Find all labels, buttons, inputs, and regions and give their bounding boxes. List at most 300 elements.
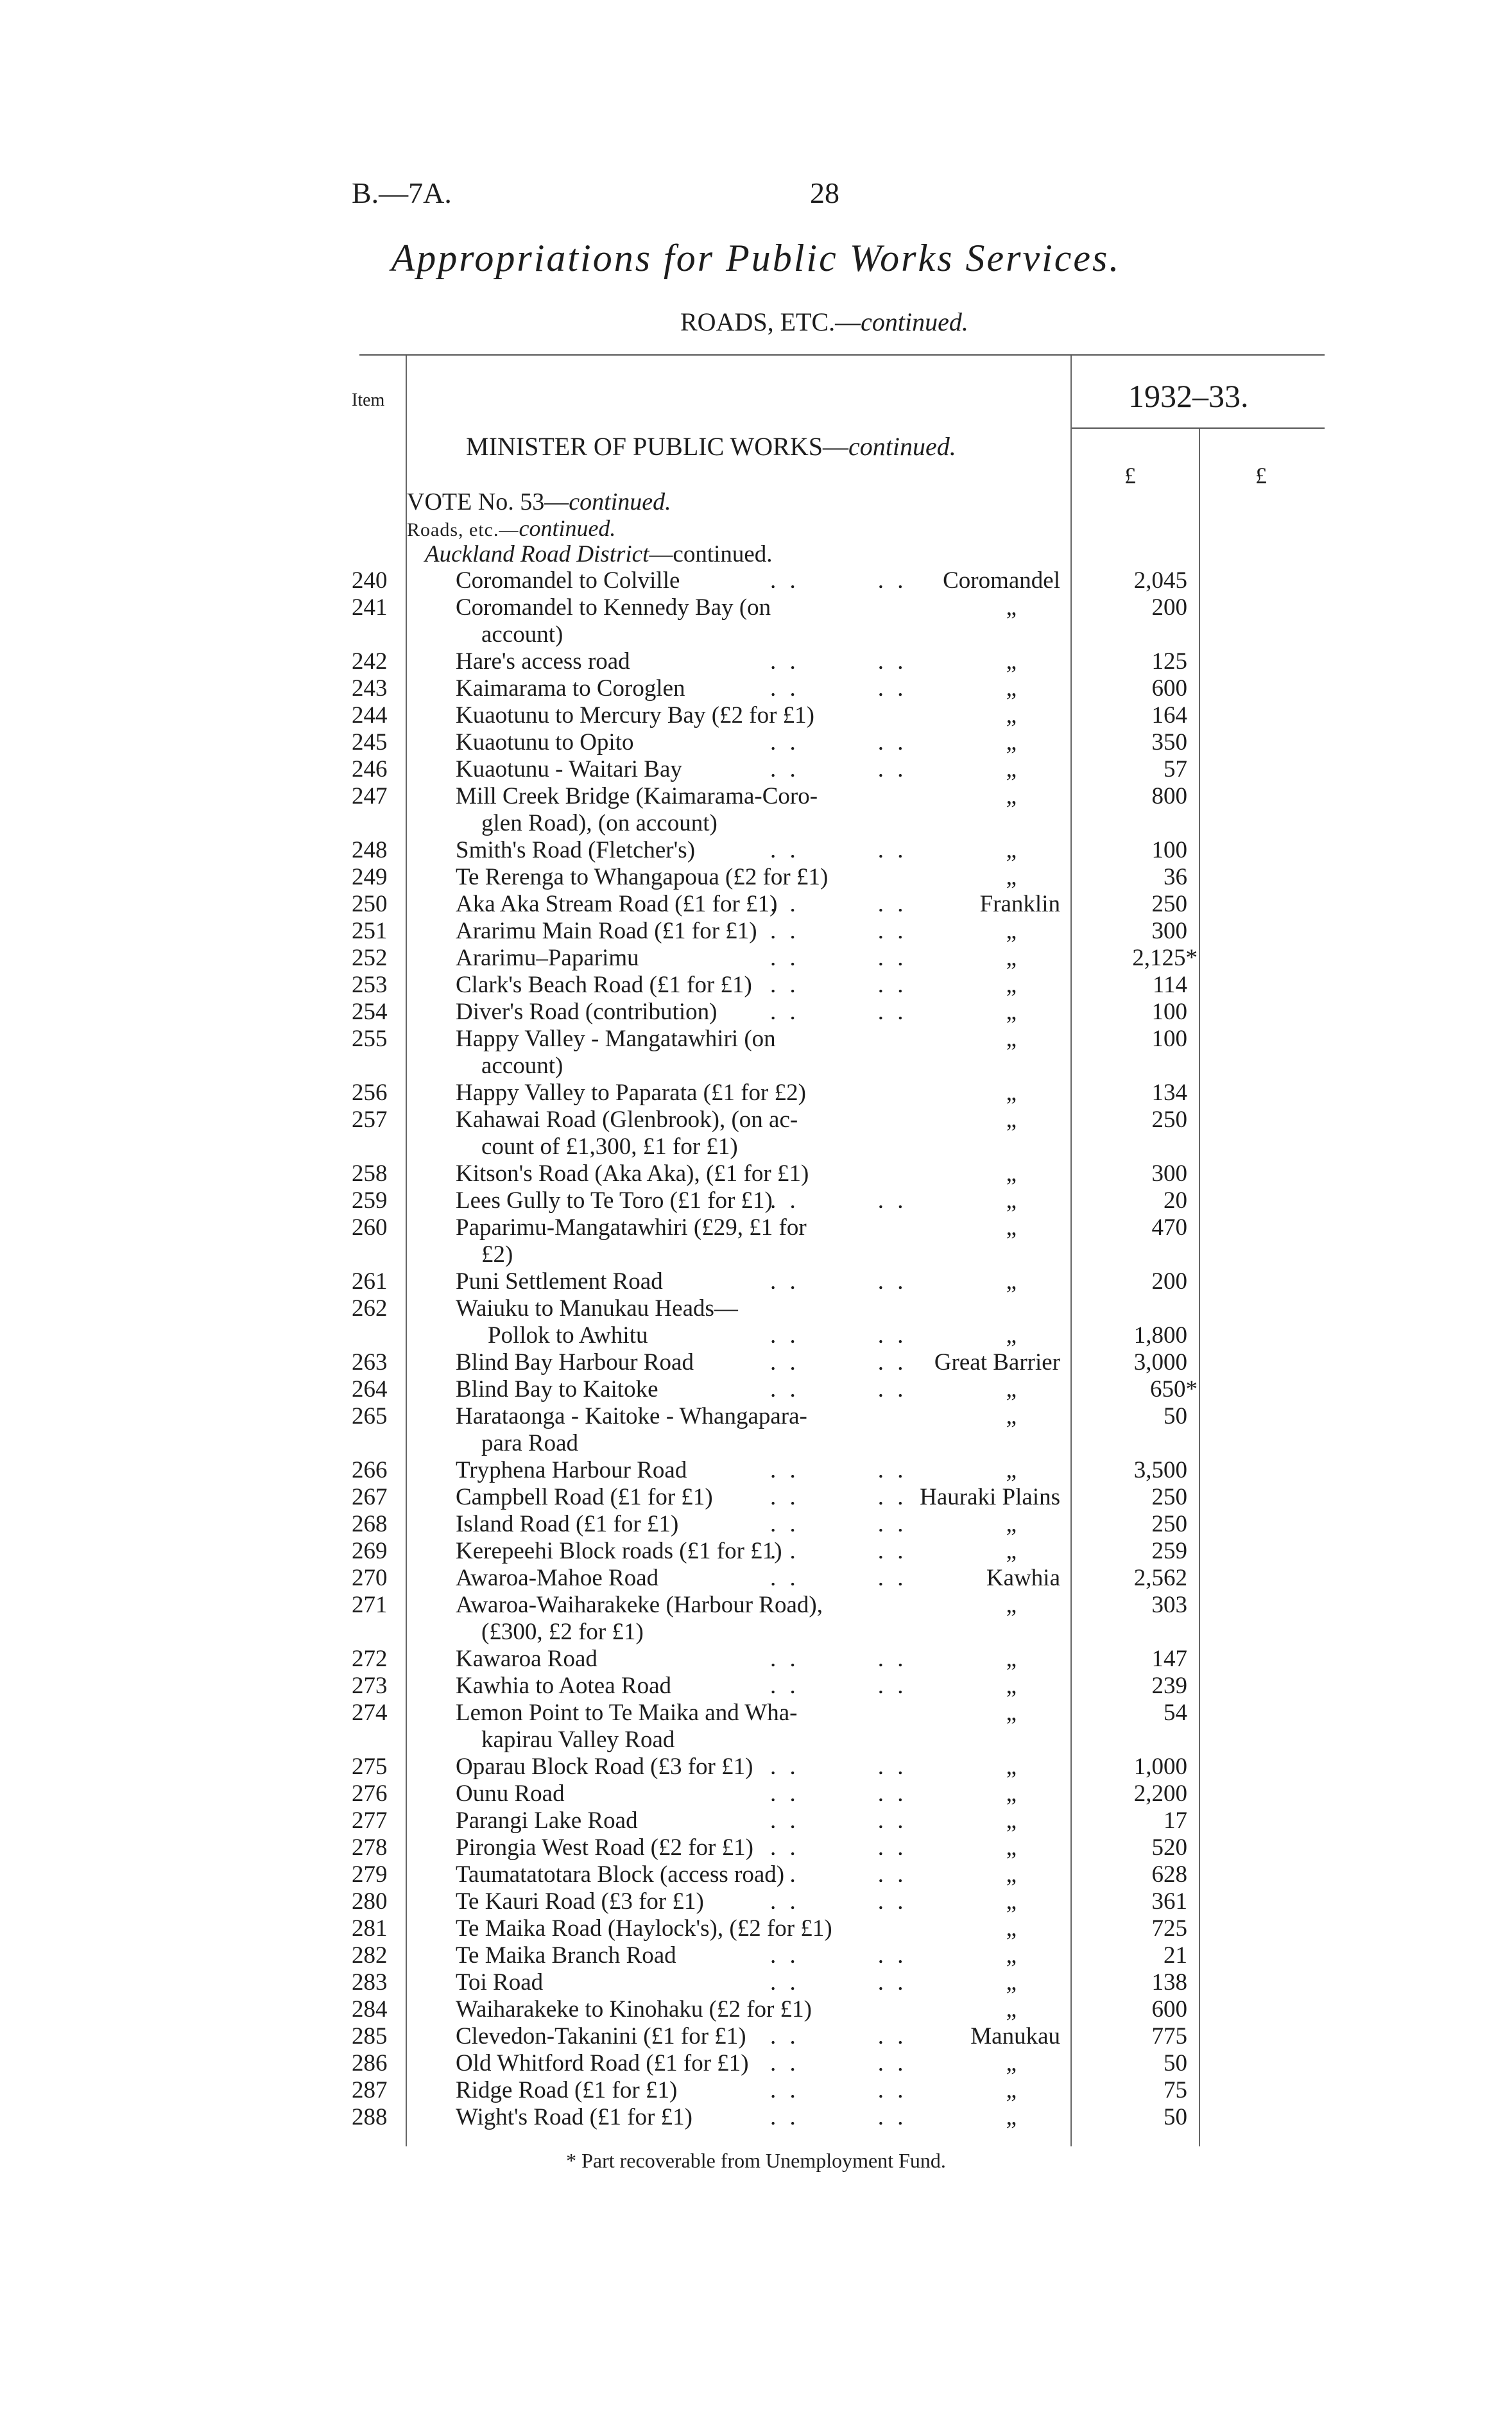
item-description: Te Rerenga to Whangapoua (£2 for £1) xyxy=(456,864,829,890)
county-name: „ xyxy=(1006,1214,1017,1241)
table-row xyxy=(0,567,1512,594)
amount-value: 2,125* xyxy=(1132,945,1198,971)
item-description-continued: £2) xyxy=(481,1241,513,1268)
item-description-continued: account) xyxy=(481,1053,563,1079)
county-name: „ xyxy=(1006,1403,1017,1429)
minister-main: MINISTER OF PUBLIC WORKS— xyxy=(466,432,848,461)
item-description: Diver's Road (contribution) xyxy=(456,999,717,1025)
item-number: 272 xyxy=(352,1646,388,1672)
item-number: 248 xyxy=(352,837,388,863)
county-name: „ xyxy=(1006,1026,1017,1052)
header-rule xyxy=(359,354,1325,356)
table-row xyxy=(0,1268,1512,1295)
amount-value: 134 xyxy=(1151,1080,1187,1106)
item-description: Clark's Beach Road (£1 for £1) xyxy=(456,972,752,998)
table-row xyxy=(0,1592,1512,1646)
item-description: Island Road (£1 for £1) xyxy=(456,1511,679,1537)
amount-value: 250 xyxy=(1151,1107,1187,1133)
item-number: 286 xyxy=(352,2050,388,2076)
item-number: 240 xyxy=(352,567,388,594)
dot-leader: . . . . xyxy=(770,891,907,917)
amount-value: 775 xyxy=(1151,2023,1187,2049)
dot-leader: . . . . xyxy=(770,1754,907,1780)
item-description: Hare's access road xyxy=(456,648,630,675)
table-row xyxy=(0,1484,1512,1511)
item-description: Tryphena Harbour Road xyxy=(456,1457,687,1483)
table-row xyxy=(0,1996,1512,2023)
table-row xyxy=(0,1026,1512,1080)
county-name: Manukau xyxy=(970,2023,1060,2049)
item-description: Te Maika Road (Haylock's), (£2 for £1) xyxy=(456,1915,832,1942)
item-number: 287 xyxy=(352,2077,388,2103)
district-heading xyxy=(425,540,773,568)
vote-heading xyxy=(407,488,671,516)
dot-leader: . . . . xyxy=(770,1187,907,1214)
amount-value: 57 xyxy=(1164,756,1187,782)
amount-value: 125 xyxy=(1151,648,1187,675)
item-number: 252 xyxy=(352,945,388,971)
item-description: Clevedon-Takanini (£1 for £1) xyxy=(456,2023,746,2049)
item-description: Awaroa-Mahoe Road xyxy=(456,1565,659,1591)
item-number: 276 xyxy=(352,1781,388,1807)
table-row xyxy=(0,1700,1512,1754)
dot-leader: . . . . xyxy=(770,918,907,944)
amount-value: 1,000 xyxy=(1133,1754,1187,1780)
item-description: Kitson's Road (Aka Aka), (£1 for £1) xyxy=(456,1160,809,1187)
page-number: 28 xyxy=(810,177,839,209)
item-number: 275 xyxy=(352,1754,388,1780)
amount-value: 520 xyxy=(1151,1834,1187,1861)
roads-italic: continued. xyxy=(519,515,616,541)
county-name: „ xyxy=(1006,1754,1017,1780)
county-name: „ xyxy=(1006,1268,1017,1295)
item-description-continued: account) xyxy=(481,621,563,648)
table-row xyxy=(0,837,1512,864)
item-description: Kawhia to Aotea Road xyxy=(456,1673,671,1699)
dot-leader: . . . . xyxy=(770,1646,907,1672)
county-name: Franklin xyxy=(979,891,1060,917)
dot-leader: . . . . xyxy=(770,2077,907,2103)
item-number: 262 xyxy=(352,1295,388,1322)
dot-leader: . . . . xyxy=(770,567,907,594)
dot-leader: . . . . xyxy=(770,2023,907,2049)
item-number: 250 xyxy=(352,891,388,917)
table-row xyxy=(0,1457,1512,1484)
roads-heading xyxy=(407,515,615,542)
amount-value: 147 xyxy=(1151,1646,1187,1672)
table-row xyxy=(0,1754,1512,1781)
county-name: „ xyxy=(1006,1322,1017,1349)
dot-leader: . . . . xyxy=(770,756,907,782)
table-row xyxy=(0,1942,1512,1969)
item-number: 263 xyxy=(352,1349,388,1376)
item-description-continued: glen Road), (on account) xyxy=(481,810,717,836)
item-number: 253 xyxy=(352,972,388,998)
item-number: 261 xyxy=(352,1268,388,1295)
amount-value: 303 xyxy=(1151,1592,1187,1618)
dot-leader: . . . . xyxy=(770,1322,907,1349)
minister-italic: continued. xyxy=(848,432,956,461)
district-suffix: —continued. xyxy=(649,541,773,567)
table-row xyxy=(0,648,1512,675)
county-name: „ xyxy=(1006,1160,1017,1187)
table-row xyxy=(0,1403,1512,1457)
roads-main: Roads, etc.— xyxy=(407,519,519,540)
dot-leader: . . . . xyxy=(770,1538,907,1564)
county-name: „ xyxy=(1006,918,1017,944)
item-description: Wight's Road (£1 for £1) xyxy=(456,2104,692,2130)
amount-value: 300 xyxy=(1151,918,1187,944)
item-number: 279 xyxy=(352,1861,388,1888)
county-name: „ xyxy=(1006,1646,1017,1672)
item-number: 259 xyxy=(352,1187,388,1214)
item-number: 270 xyxy=(352,1565,388,1591)
county-name: „ xyxy=(1006,675,1017,702)
item-description: Oparau Block Road (£3 for £1) xyxy=(456,1754,753,1780)
county-name: „ xyxy=(1006,594,1017,621)
county-name: „ xyxy=(1006,1807,1017,1834)
table-row xyxy=(0,864,1512,891)
item-description: Lemon Point to Te Maika and Wha- xyxy=(456,1700,798,1726)
item-description: Aka Aka Stream Road (£1 for £1) xyxy=(456,891,778,917)
table-row xyxy=(0,945,1512,972)
dot-leader: . . . . xyxy=(770,2104,907,2130)
amount-value: 50 xyxy=(1164,2050,1187,2076)
table-row xyxy=(0,1807,1512,1834)
amount-value: 628 xyxy=(1151,1861,1187,1888)
amount-value: 36 xyxy=(1164,864,1187,890)
county-name: „ xyxy=(1006,1457,1017,1483)
dot-leader: . . . . xyxy=(770,1861,907,1888)
item-number: 249 xyxy=(352,864,388,890)
amount-value: 250 xyxy=(1151,1484,1187,1510)
item-description: Happy Valley to Paparata (£1 for £2) xyxy=(456,1080,806,1106)
item-number: 256 xyxy=(352,1080,388,1106)
item-description: Pollok to Awhitu xyxy=(488,1322,648,1349)
table-row xyxy=(0,1349,1512,1376)
item-description: Mill Creek Bridge (Kaimarama-Coro- xyxy=(456,783,818,809)
item-description: Old Whitford Road (£1 for £1) xyxy=(456,2050,749,2076)
table-row xyxy=(0,1673,1512,1700)
item-description: Kahawai Road (Glenbrook), (on ac- xyxy=(456,1107,798,1133)
item-description: Ridge Road (£1 for £1) xyxy=(456,2077,678,2103)
item-description: Waiuku to Manukau Heads— xyxy=(456,1295,738,1322)
county-name: „ xyxy=(1006,1996,1017,2022)
item-description: Puni Settlement Road xyxy=(456,1268,663,1295)
dot-leader: . . . . xyxy=(770,1457,907,1483)
district-italic: Auckland Road District xyxy=(425,541,649,567)
county-name: „ xyxy=(1006,756,1017,782)
county-name: Great Barrier xyxy=(934,1349,1060,1376)
amount-value: 650* xyxy=(1150,1376,1198,1402)
amount-value: 75 xyxy=(1164,2077,1187,2103)
item-number: 271 xyxy=(352,1592,388,1618)
item-description: Kaimarama to Coroglen xyxy=(456,675,685,702)
dot-leader: . . . . xyxy=(770,999,907,1025)
county-name: „ xyxy=(1006,1080,1017,1106)
item-number: 267 xyxy=(352,1484,388,1510)
county-name: „ xyxy=(1006,945,1017,971)
page-title: Appropriations for Public Works Services. xyxy=(391,237,1121,279)
dot-leader: . . . . xyxy=(770,945,907,971)
item-description: Ararimu–Paparimu xyxy=(456,945,639,971)
county-name: „ xyxy=(1006,2077,1017,2103)
county-name: „ xyxy=(1006,1834,1017,1861)
amount-value: 3,000 xyxy=(1133,1349,1187,1376)
dot-leader: . . . . xyxy=(770,648,907,675)
year-header: 1932–33. xyxy=(1128,378,1249,414)
county-name: „ xyxy=(1006,1592,1017,1618)
item-number: 260 xyxy=(352,1214,388,1241)
county-name: „ xyxy=(1006,1861,1017,1888)
table-row xyxy=(0,1861,1512,1888)
item-description: Happy Valley - Mangatawhiri (on xyxy=(456,1026,776,1052)
amount-value: 725 xyxy=(1151,1915,1187,1942)
county-name: „ xyxy=(1006,702,1017,729)
table-row xyxy=(0,1376,1512,1403)
amount-value: 361 xyxy=(1151,1888,1187,1915)
item-number: 277 xyxy=(352,1807,388,1834)
county-name: „ xyxy=(1006,1700,1017,1726)
county-name: „ xyxy=(1006,729,1017,755)
item-number: 269 xyxy=(352,1538,388,1564)
table-row xyxy=(0,1107,1512,1160)
dot-leader: . . . . xyxy=(770,1511,907,1537)
dot-leader: . . . . xyxy=(770,2050,907,2076)
county-name: „ xyxy=(1006,1107,1017,1133)
county-name: „ xyxy=(1006,972,1017,998)
table-row xyxy=(0,1646,1512,1673)
county-name: „ xyxy=(1006,999,1017,1025)
item-number: 285 xyxy=(352,2023,388,2049)
item-description: Blind Bay Harbour Road xyxy=(456,1349,694,1376)
item-number: 266 xyxy=(352,1457,388,1483)
table-row xyxy=(0,1080,1512,1107)
dot-leader: . . . . xyxy=(770,1834,907,1861)
amount-value: 17 xyxy=(1164,1807,1187,1834)
item-description: Pirongia West Road (£2 for £1) xyxy=(456,1834,753,1861)
table-row xyxy=(0,1160,1512,1187)
amount-value: 20 xyxy=(1164,1187,1187,1214)
table-row xyxy=(0,1322,1512,1349)
amount-value: 2,200 xyxy=(1133,1781,1187,1807)
table-row xyxy=(0,972,1512,999)
item-number: 288 xyxy=(352,2104,388,2130)
item-number: 265 xyxy=(352,1403,388,1429)
item-description: Campbell Road (£1 for £1) xyxy=(456,1484,713,1510)
amount-value: 800 xyxy=(1151,783,1187,809)
table-row xyxy=(0,1565,1512,1592)
county-name: „ xyxy=(1006,1673,1017,1699)
item-description: Ounu Road xyxy=(456,1781,565,1807)
table-row xyxy=(0,2104,1512,2131)
table-row xyxy=(0,594,1512,648)
subtitle-italic: continued. xyxy=(861,307,968,336)
amount-value: 600 xyxy=(1151,1996,1187,2022)
amount-value: 239 xyxy=(1151,1673,1187,1699)
table-row xyxy=(0,783,1512,837)
county-name: „ xyxy=(1006,2104,1017,2130)
dot-leader: . . . . xyxy=(770,1781,907,1807)
amount-value: 470 xyxy=(1151,1214,1187,1241)
dot-leader: . . . . xyxy=(770,1673,907,1699)
dot-leader: . . . . xyxy=(770,1484,907,1510)
item-description-continued: kapirau Valley Road xyxy=(481,1727,675,1753)
amount-value: 50 xyxy=(1164,1403,1187,1429)
item-description: Te Maika Branch Road xyxy=(456,1942,676,1969)
dot-leader: . . . . xyxy=(770,1888,907,1915)
amount-value: 114 xyxy=(1152,972,1187,998)
amount-value: 200 xyxy=(1151,1268,1187,1295)
minister-heading xyxy=(466,431,956,461)
item-description: Coromandel to Kennedy Bay (on xyxy=(456,594,771,621)
item-number: 251 xyxy=(352,918,388,944)
item-number: 274 xyxy=(352,1700,388,1726)
table-row xyxy=(0,891,1512,918)
county-name: „ xyxy=(1006,1915,1017,1942)
item-number: 283 xyxy=(352,1969,388,1996)
county-name: „ xyxy=(1006,648,1017,675)
county-name: Coromandel xyxy=(943,567,1060,594)
table-row xyxy=(0,1511,1512,1538)
dot-leader: . . . . xyxy=(770,675,907,702)
item-number: 284 xyxy=(352,1996,388,2022)
item-number: 273 xyxy=(352,1673,388,1699)
currency-header-1: £ xyxy=(1124,463,1136,488)
table-row xyxy=(0,2077,1512,2104)
item-number: 246 xyxy=(352,756,388,782)
item-description: Awaroa-Waiharakeke (Harbour Road), xyxy=(456,1592,823,1618)
item-description: Parangi Lake Road xyxy=(456,1807,638,1834)
county-name: „ xyxy=(1006,1187,1017,1214)
item-description-continued: count of £1,300, £1 for £1) xyxy=(481,1134,738,1160)
amount-value: 600 xyxy=(1151,675,1187,702)
amount-value: 3,500 xyxy=(1133,1457,1187,1483)
amount-value: 50 xyxy=(1164,2104,1187,2130)
table-row xyxy=(0,702,1512,729)
item-description: Kerepeehi Block roads (£1 for £1) xyxy=(456,1538,782,1564)
item-description-continued: (£300, £2 for £1) xyxy=(481,1619,644,1645)
amount-value: 2,045 xyxy=(1133,567,1187,594)
amount-value: 250 xyxy=(1151,891,1187,917)
item-number: 278 xyxy=(352,1834,388,1861)
dot-leader: . . . . xyxy=(770,1942,907,1969)
table-row xyxy=(0,1295,1512,1322)
county-name: „ xyxy=(1006,1888,1017,1915)
subtitle-main: ROADS, ETC.— xyxy=(680,307,861,336)
vote-main: VOTE No. 53— xyxy=(407,488,569,515)
county-name: Kawhia xyxy=(986,1565,1060,1591)
item-number: 268 xyxy=(352,1511,388,1537)
amount-value: 138 xyxy=(1151,1969,1187,1996)
amount-value: 54 xyxy=(1164,1700,1187,1726)
county-name: „ xyxy=(1006,1942,1017,1969)
table-row xyxy=(0,1969,1512,1996)
item-number: 264 xyxy=(352,1376,388,1402)
table-row xyxy=(0,675,1512,702)
item-description: Kuaotunu to Opito xyxy=(456,729,634,755)
item-number: 257 xyxy=(352,1107,388,1133)
item-number: 242 xyxy=(352,648,388,675)
table-row xyxy=(0,918,1512,945)
amount-value: 100 xyxy=(1151,999,1187,1025)
county-name: „ xyxy=(1006,837,1017,863)
item-description: Kuaotunu to Mercury Bay (£2 for £1) xyxy=(456,702,814,729)
dot-leader: . . . . xyxy=(770,1969,907,1996)
item-description: Taumatatotara Block (access road) xyxy=(456,1861,785,1888)
county-name: „ xyxy=(1006,1376,1017,1402)
footnote: * Part recoverable from Unemployment Fund. xyxy=(566,2149,946,2172)
item-number: 254 xyxy=(352,999,388,1025)
dot-leader: . . . . xyxy=(770,1565,907,1591)
table-row xyxy=(0,1915,1512,1942)
table-row xyxy=(0,2050,1512,2077)
table-row xyxy=(0,1538,1512,1565)
item-number: 258 xyxy=(352,1160,388,1187)
item-number: 243 xyxy=(352,675,388,702)
item-number: 281 xyxy=(352,1915,388,1942)
item-description: Kuaotunu - Waitari Bay xyxy=(456,756,682,782)
dot-leader: . . . . xyxy=(770,1268,907,1295)
amount-value: 100 xyxy=(1151,837,1187,863)
amount-value: 1,800 xyxy=(1133,1322,1187,1349)
county-name: „ xyxy=(1006,1538,1017,1564)
dot-leader: . . . . xyxy=(770,1376,907,1402)
item-description: Harataonga - Kaitoke - Whangapara- xyxy=(456,1403,807,1429)
item-number: 244 xyxy=(352,702,388,729)
county-name: „ xyxy=(1006,1781,1017,1807)
item-description: Toi Road xyxy=(456,1969,544,1996)
county-name: „ xyxy=(1006,783,1017,809)
table-row xyxy=(0,1187,1512,1214)
item-description: Te Kauri Road (£3 for £1) xyxy=(456,1888,704,1915)
amount-value: 100 xyxy=(1151,1026,1187,1052)
item-description: Ararimu Main Road (£1 for £1) xyxy=(456,918,757,944)
item-number: 255 xyxy=(352,1026,388,1052)
dot-leader: . . . . xyxy=(770,837,907,863)
dot-leader: . . . . xyxy=(770,1807,907,1834)
item-description: Smith's Road (Fletcher's) xyxy=(456,837,696,863)
amount-value: 250 xyxy=(1151,1511,1187,1537)
item-number: 245 xyxy=(352,729,388,755)
vote-italic: continued. xyxy=(569,488,671,515)
amount-value: 200 xyxy=(1151,594,1187,621)
item-description: Coromandel to Colville xyxy=(456,567,680,594)
dot-leader: . . . . xyxy=(770,729,907,755)
table-row xyxy=(0,729,1512,756)
item-description-continued: para Road xyxy=(481,1430,579,1456)
amount-value: 259 xyxy=(1151,1538,1187,1564)
table-row xyxy=(0,1781,1512,1807)
item-description: Blind Bay to Kaitoke xyxy=(456,1376,658,1402)
county-name: „ xyxy=(1006,2050,1017,2076)
section-subtitle xyxy=(680,307,968,337)
amount-value: 2,562 xyxy=(1133,1565,1187,1591)
document-reference: B.—7A. xyxy=(352,177,452,209)
dot-leader: . . . . xyxy=(770,972,907,998)
year-rule xyxy=(1070,427,1325,429)
item-number: 241 xyxy=(352,594,388,621)
currency-header-2: £ xyxy=(1255,463,1267,488)
amount-value: 164 xyxy=(1151,702,1187,729)
item-description: Paparimu-Mangatawhiri (£29, £1 for xyxy=(456,1214,807,1241)
county-name: „ xyxy=(1006,864,1017,890)
table-row xyxy=(0,1214,1512,1268)
item-description: Kawaroa Road xyxy=(456,1646,597,1672)
item-number: 280 xyxy=(352,1888,388,1915)
item-description: Lees Gully to Te Toro (£1 for £1) xyxy=(456,1187,773,1214)
dot-leader: . . . . xyxy=(770,1349,907,1376)
